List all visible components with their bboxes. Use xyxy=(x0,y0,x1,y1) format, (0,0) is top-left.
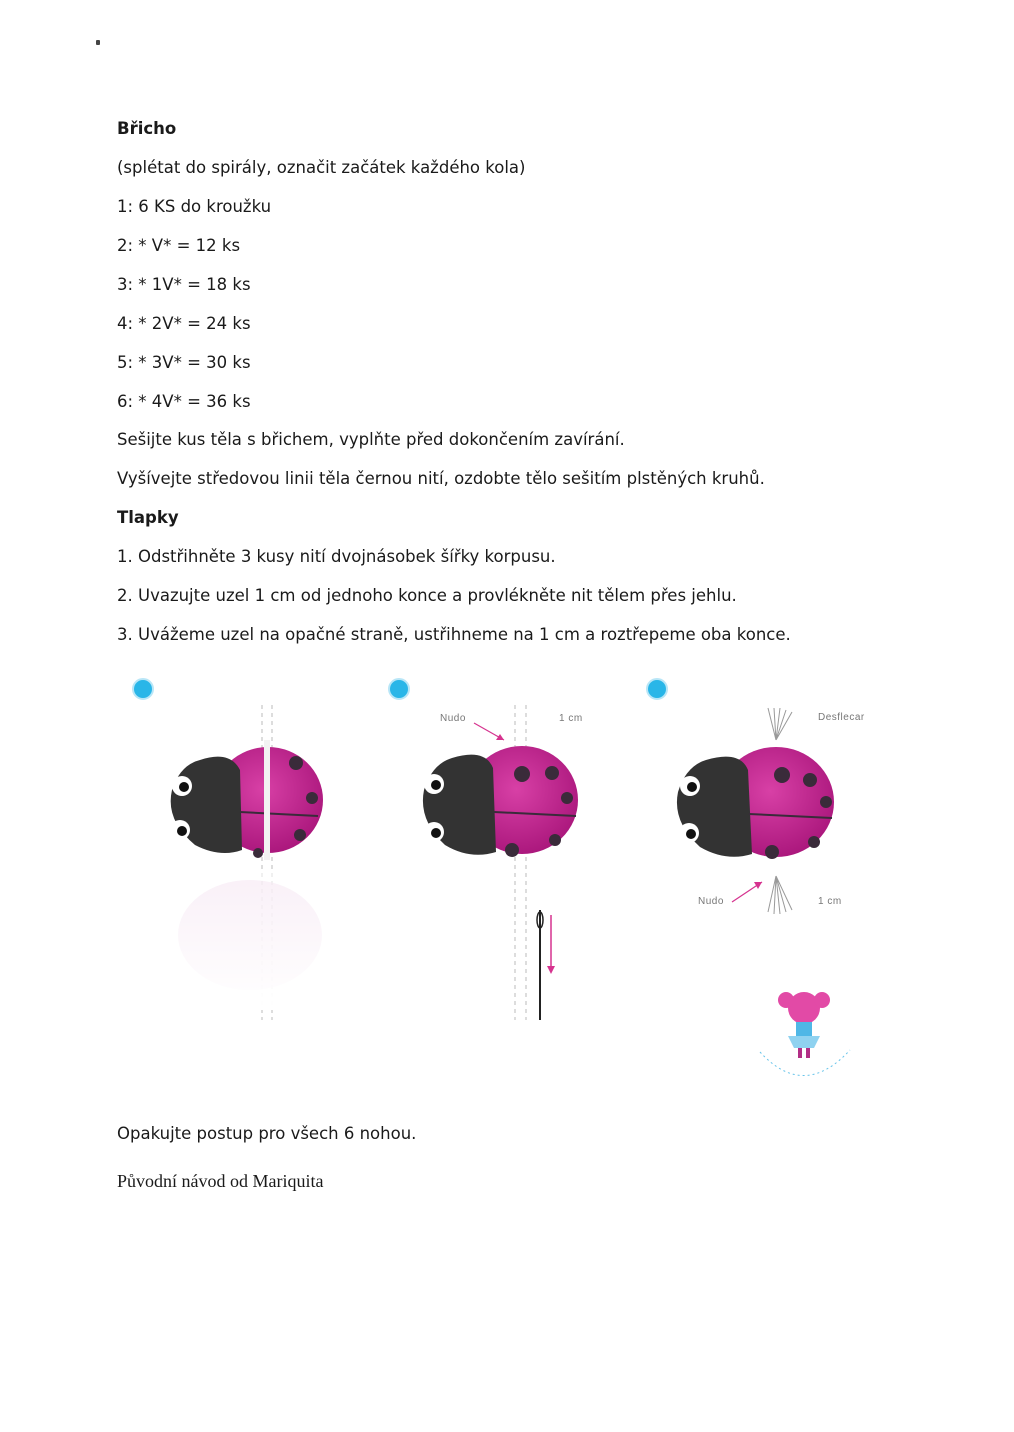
heading-tlapky: Tlapky xyxy=(117,508,179,527)
label-desflecar: Desflecar xyxy=(818,712,865,723)
label-nudo-bottom: Nudo xyxy=(698,896,724,907)
instruction-line: Vyšívejte středovou linii těla černou nití, ozdobte tělo sešitím plstěných kruhů. xyxy=(117,469,765,488)
gigote-amigurumi-logo xyxy=(760,992,850,1076)
source-credit: Původní návod od Mariquita xyxy=(117,1171,324,1191)
repeat-instruction: Opakujte postup pro všech 6 nohou. xyxy=(117,1124,417,1143)
step-line: 3. Uvážeme uzel na opačné straně, ustřihneme na 1 cm a roztřepeme oba konce. xyxy=(117,625,791,644)
instruction-line: 6: * 4V* = 36 ks xyxy=(117,392,251,411)
instruction-line: 5: * 3V* = 30 ks xyxy=(117,353,251,372)
label-1cm-bottom: 1 cm xyxy=(818,896,842,907)
ladybug-step-1 xyxy=(170,705,330,1020)
ladybug-step-2 xyxy=(423,705,578,1020)
step-line: 2. Uvazujte uzel 1 cm od jednoho konce a provlékněte nit tělem přes jehlu. xyxy=(117,586,737,605)
step-line: 1. Odstřihněte 3 kusy nití dvojnásobek šířky korpusu. xyxy=(117,547,556,566)
instruction-line: Sešijte kus těla s břichem, vyplňte před dokončením zavírání. xyxy=(117,430,625,449)
instruction-line: (splétat do spirály, označit začátek každého kola) xyxy=(117,158,526,177)
ladybug-step-3 xyxy=(677,708,834,914)
ladybug-step-illustration xyxy=(0,670,1014,1090)
label-nudo-top: Nudo xyxy=(440,713,466,724)
instruction-line: 1: 6 KS do kroužku xyxy=(117,197,272,216)
instruction-line: 4: * 2V* = 24 ks xyxy=(117,314,251,333)
label-1cm-top: 1 cm xyxy=(559,713,583,724)
ladybug-drawings xyxy=(0,670,1014,1090)
instruction-line: 2: * V* = 12 ks xyxy=(117,236,241,255)
instruction-line: 3: * 1V* = 18 ks xyxy=(117,275,251,294)
scan-speck xyxy=(96,40,100,45)
heading-bricho: Břicho xyxy=(117,119,177,138)
